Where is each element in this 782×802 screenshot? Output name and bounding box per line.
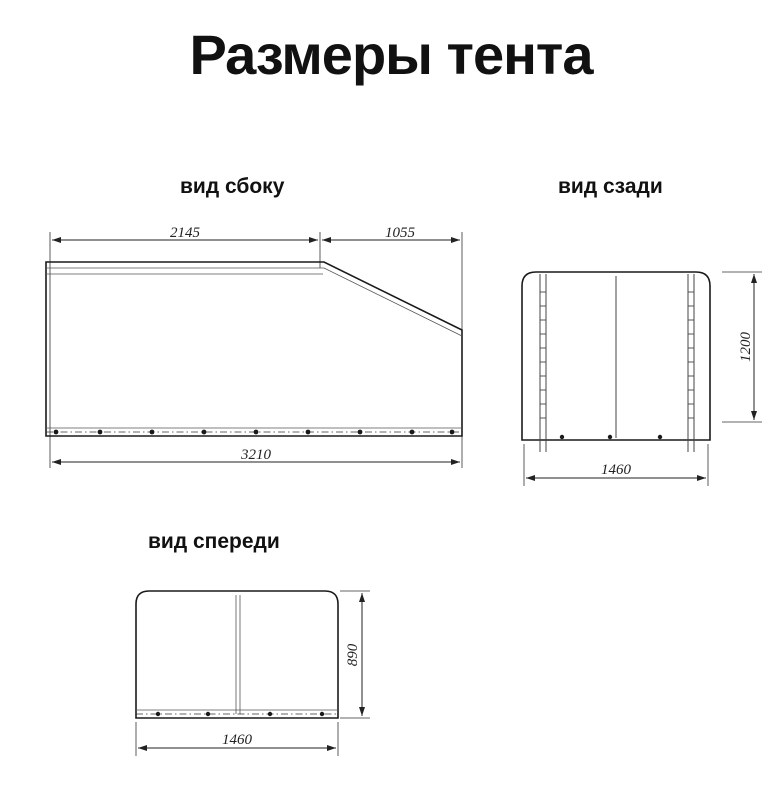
front-panel-outline [136, 591, 338, 718]
front-dimension-1460: 1460 [222, 732, 252, 748]
side-dimension-1055: 1055 [385, 225, 415, 241]
rear-frame-posts [540, 274, 694, 452]
front-witness-lines [136, 591, 370, 756]
rear-left-lacing [540, 292, 546, 418]
drawing-front-view [136, 591, 370, 756]
rear-dimension-1460: 1460 [601, 462, 631, 478]
side-dimension-3210: 3210 [241, 447, 271, 463]
drawing-side-view [46, 225, 462, 468]
drawing-rear-view [522, 272, 762, 486]
rear-dimension-1200: 1200 [738, 332, 754, 362]
side-dimension-2145: 2145 [170, 225, 200, 241]
front-seam-lines [136, 595, 338, 714]
view-title-side: вид сбоку [180, 175, 285, 198]
page-title: Размеры тента [189, 23, 593, 86]
front-dimension-890: 890 [345, 643, 361, 667]
rear-witness-lines [524, 272, 762, 486]
view-title-rear: вид сзади [558, 175, 663, 198]
view-title-front: вид спереди [148, 530, 280, 553]
rear-eyelets [560, 435, 662, 439]
rear-right-lacing [688, 292, 694, 418]
side-seam-lines [46, 268, 462, 428]
side-tent-outline [46, 262, 462, 436]
